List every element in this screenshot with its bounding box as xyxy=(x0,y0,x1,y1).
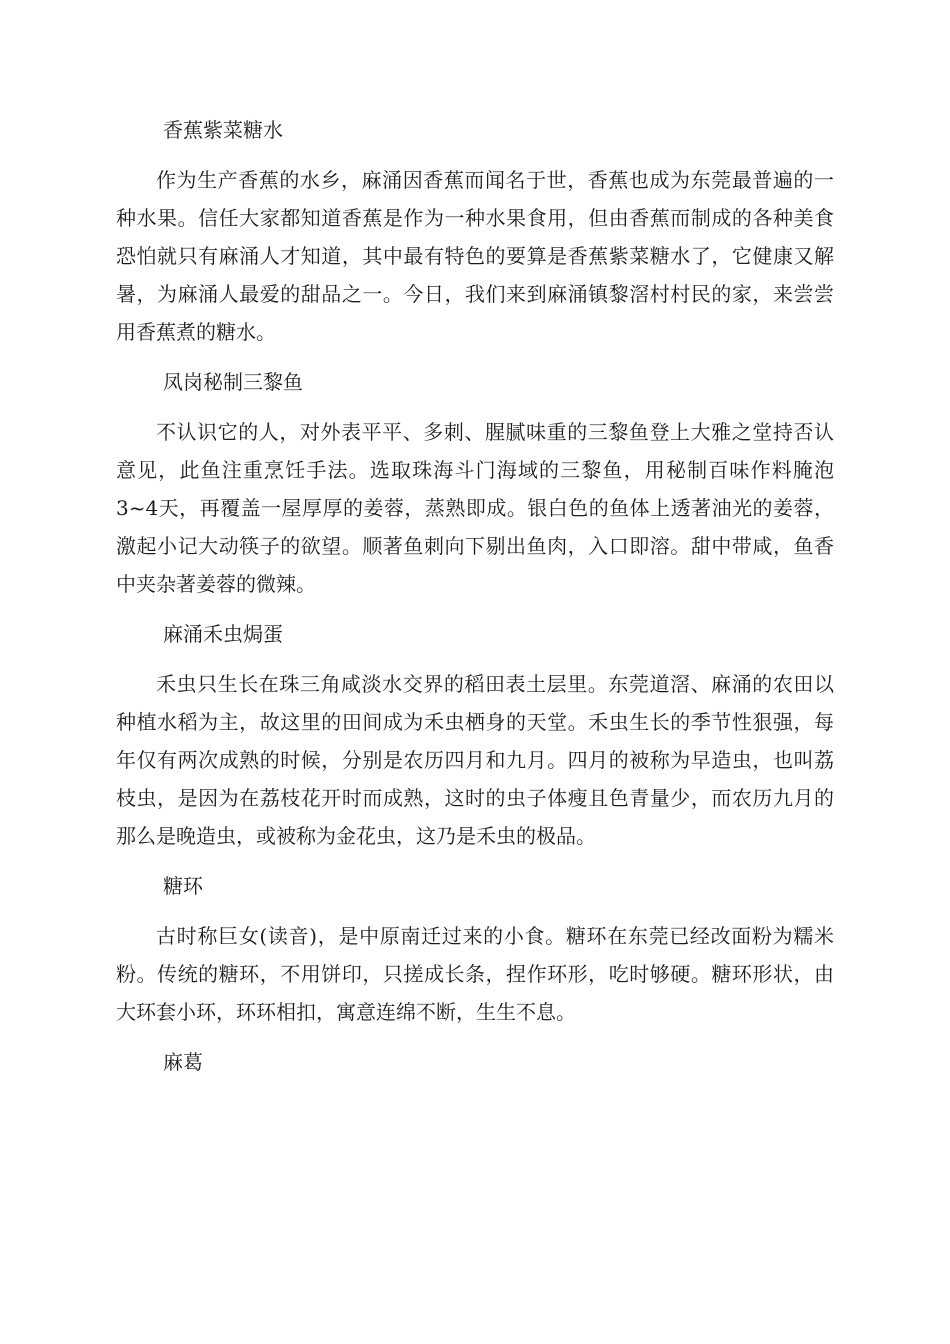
section-paragraph: 禾虫只生长在珠三角咸淡水交界的稻田表土层里。东莞道滘、麻涌的农田以种植水稻为主，故这里的田间成为禾虫栖身的天堂。禾虫生长的季节性狠强，每年仅有两次成熟的时候，分别是农历四月和九月。四月的被称为早造虫，也叫荔枝虫，是因为在荔枝花开时而成熟，这时的虫子体瘦且色青量少，而农历九月的那么是晚造虫，或被称为金花虫，这乃是禾虫的极品。 xyxy=(116,672,834,848)
section-mayong-paddy-worm-egg xyxy=(0,615,950,855)
section-heading: 糖环 xyxy=(163,874,203,898)
section-heading: 麻涌禾虫焗蛋 xyxy=(163,622,283,646)
section-paragraph: 不认识它的人，对外表平平、多刺、腥腻味重的三黎鱼登上大雅之堂持否认意见，此鱼注重烹饪手法。选取珠海斗门海域的三黎鱼，用秘制百味作料腌泡3~4天，再覆盖一屋厚厚的姜蓉，蒸熟即成。银白色的鱼体上透著油光的姜蓉，激起小记大动筷子的欲望。顺著鱼刺向下剔出鱼肉，入口即溶。甜中带咸，鱼香中夹杂著姜蓉的微辣。 xyxy=(116,420,834,596)
section-sugar-ring xyxy=(0,867,950,1031)
section-mage xyxy=(0,1043,950,1081)
section-paragraph: 作为生产香蕉的水乡，麻涌因香蕉而闻名于世，香蕉也成为东莞最普遍的一种水果。信任大家都知道香蕉是作为一种水果食用，但由香蕉而制成的各种美食恐怕就只有麻涌人才知道，其中最有特色的要算是香蕉紫菜糖水了，它健康又解暑，为麻涌人最爱的甜品之一。今日，我们来到麻涌镇黎滘村村民的家，来尝尝用香蕉煮的糖水。 xyxy=(116,168,834,344)
section-fenggang-shad-fish xyxy=(0,363,950,603)
section-banana-seaweed-sweet-soup xyxy=(0,111,950,351)
section-heading: 凤岗秘制三黎鱼 xyxy=(163,370,303,394)
section-heading: 麻葛 xyxy=(163,1050,203,1074)
section-paragraph: 古时称巨女(读音)，是中原南迁过来的小食。糖环在东莞已经改面粉为糯米粉。传统的糖环，不用饼印，只搓成长条，捏作环形，吃时够硬。糖环形状，由大环套小环，环环相扣，寓意连绵不断，生生不息。 xyxy=(116,924,834,1024)
section-heading: 香蕉紫菜糖水 xyxy=(163,118,283,142)
